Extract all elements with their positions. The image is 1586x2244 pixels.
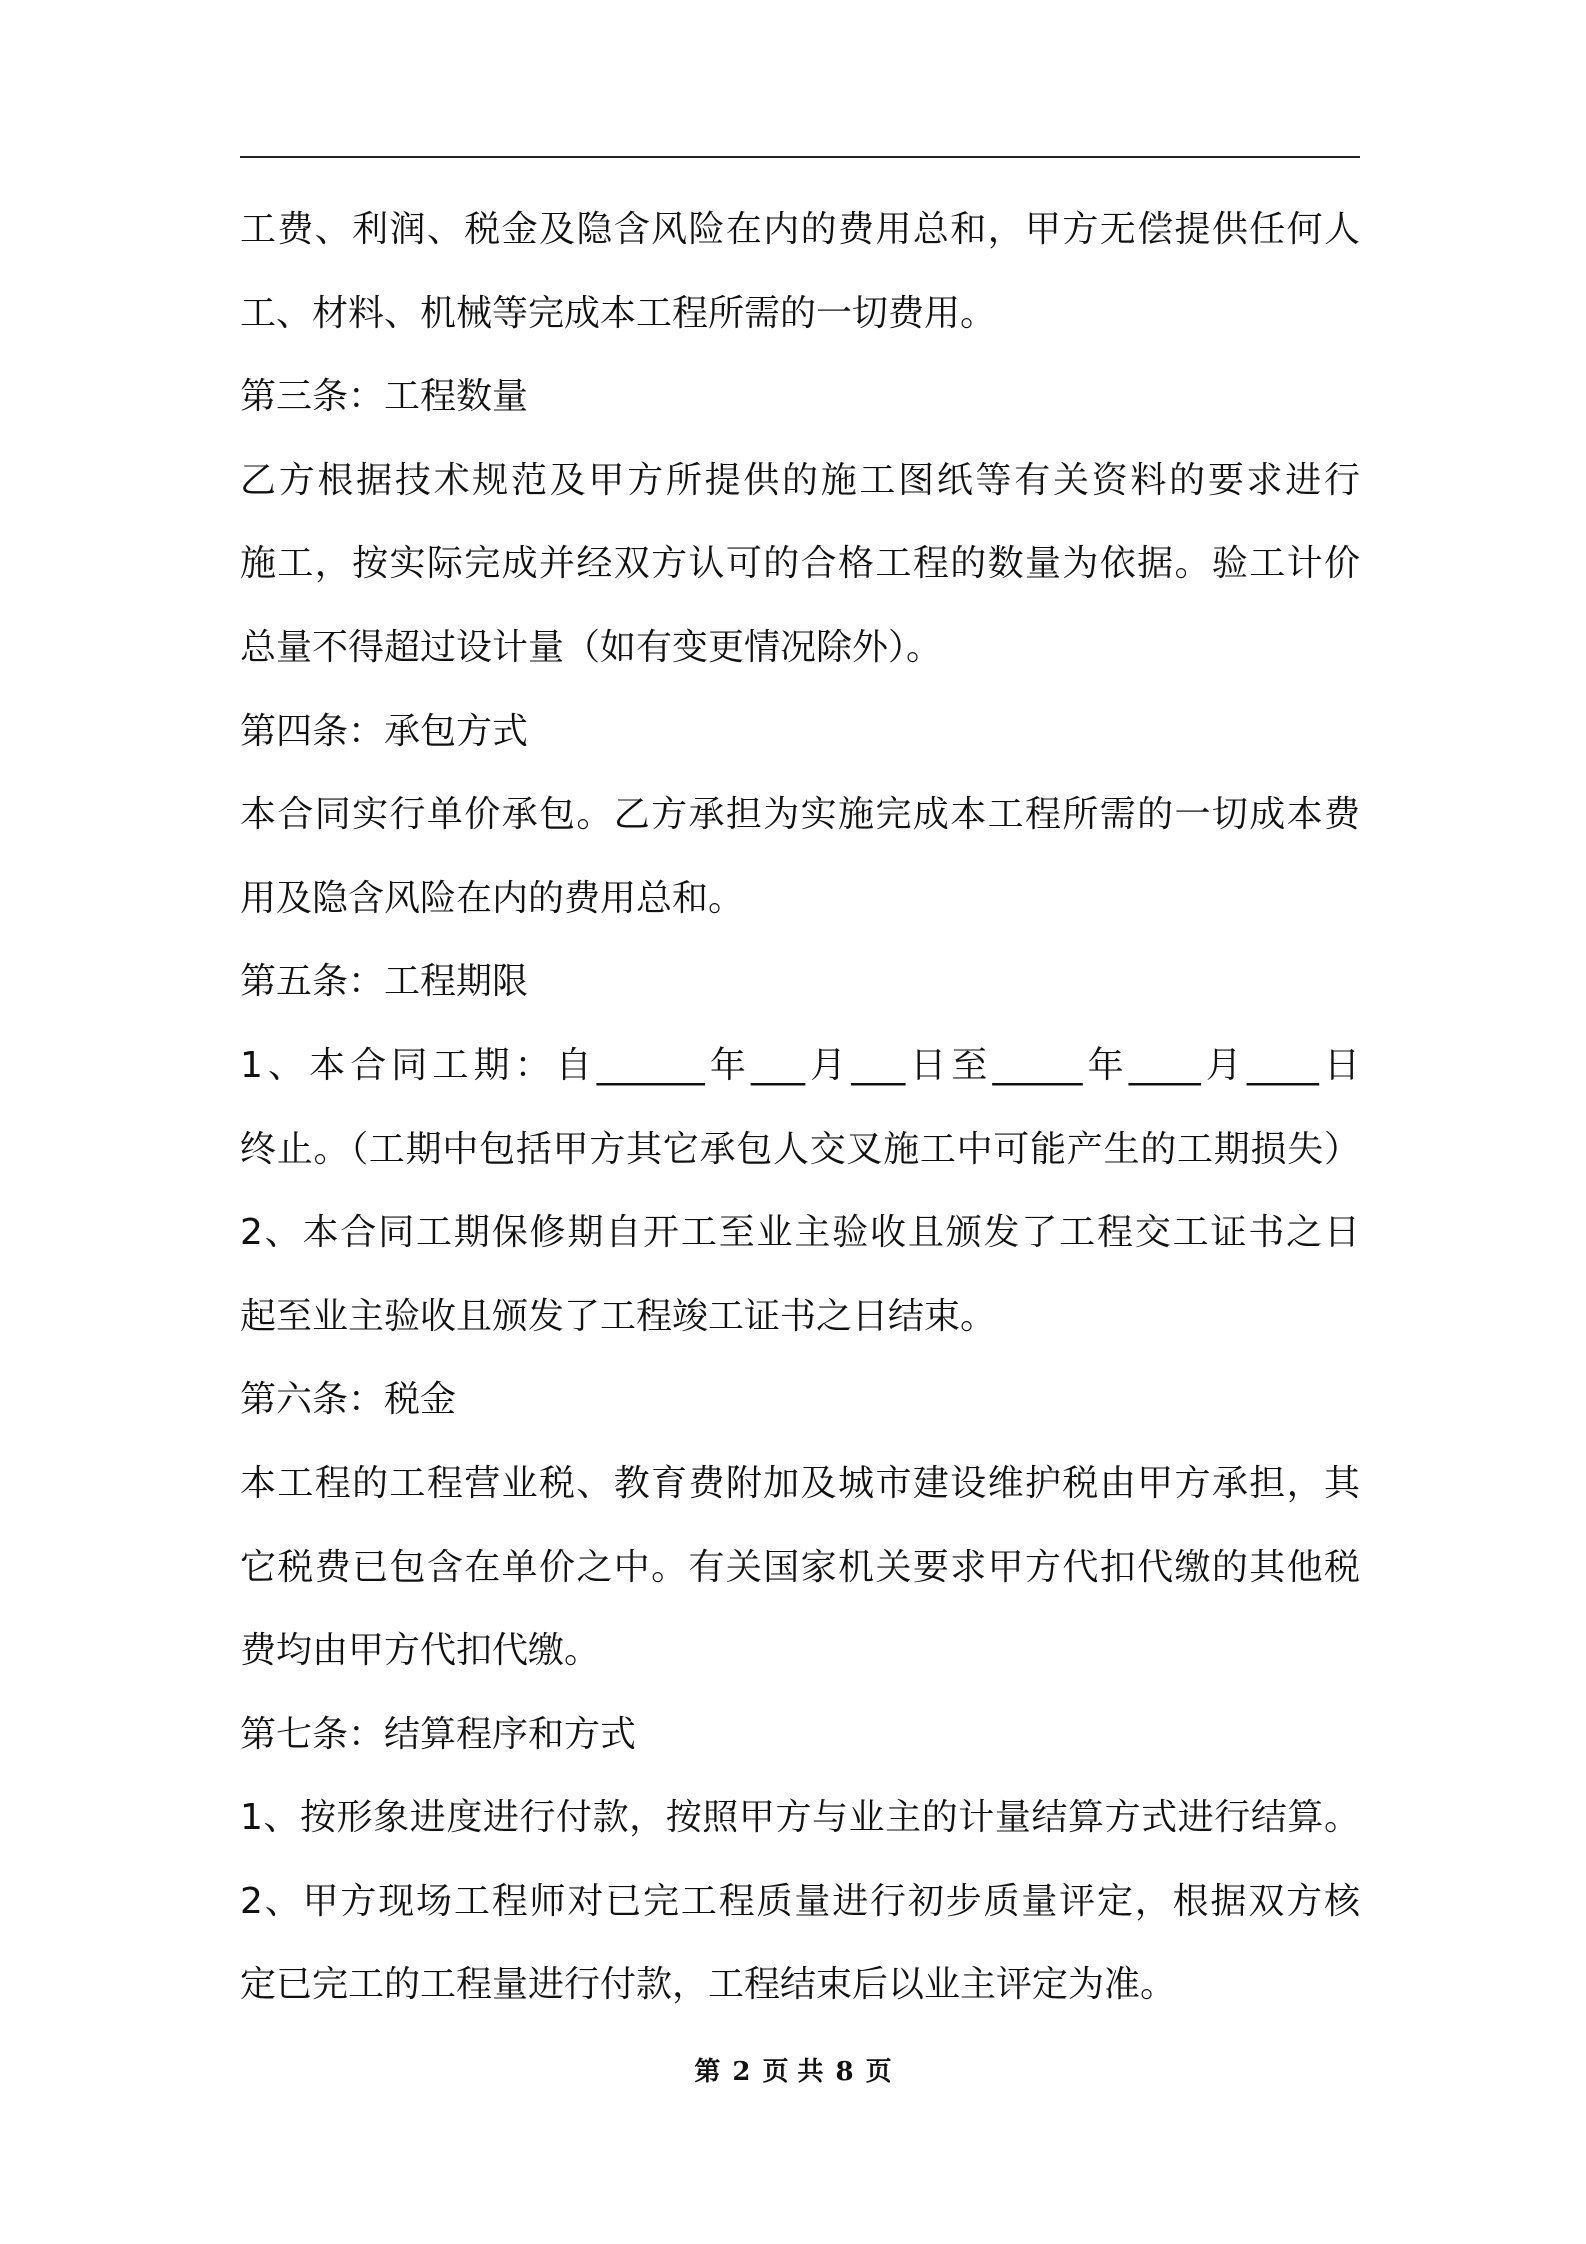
text-line: 1、按形象进度进行付款，按照甲方与业主的计量结算方式进行结算。 [240, 1797, 1360, 1839]
text-line: 1、本合同工期：自______年___月___日至_____年____月____日 [240, 1044, 1360, 1086]
text-line: 2、甲方现场工程师对已完工程质量进行初步质量评定，根据双方核 [240, 1880, 1360, 1922]
text-line: 乙方根据技术规范及甲方所提供的施工图纸等有关资料的要求进行 [240, 459, 1360, 501]
footer-prefix: 第 [694, 2057, 721, 2087]
text-line: 本工程的工程营业税、教育费附加及城市建设维护税由甲方承担，其 [240, 1462, 1360, 1504]
text-line: 费均由甲方代扣代缴。 [240, 1630, 601, 1672]
text-line: 工、材料、机械等完成本工程所需的一切费用。 [240, 292, 997, 334]
text-line: 终止。（工期中包括甲方其它承包人交叉施工中可能产生的工期损失） [240, 1128, 1360, 1170]
section-heading: 第三条：工程数量 [240, 376, 529, 418]
current-page-number: 2 [732, 2057, 751, 2087]
total-pages-number: 8 [835, 2057, 854, 2087]
section-heading: 第四条：承包方式 [240, 710, 529, 752]
footer-suffix: 页 [865, 2057, 892, 2087]
text-line: 工费、利润、税金及隐含风险在内的费用总和，甲方无偿提供任何人 [240, 209, 1360, 250]
text-line: 施工，按实际完成并经双方认可的合格工程的数量为依据。验工计价 [240, 543, 1360, 585]
footer-middle: 页 共 [762, 2057, 824, 2087]
text-line: 定已完工的工程量进行付款，工程结束后以业主评定为准。 [240, 1964, 1177, 2006]
text-line: 起至业主验收且颁发了工程竣工证书之日结束。 [240, 1295, 997, 1337]
text-line: 总量不得超过设计量（如有变更情况除外）。 [240, 626, 943, 668]
text-line: 它税费已包含在单价之中。有关国家机关要求甲方代扣代缴的其他税 [240, 1546, 1360, 1588]
section-heading: 第七条：结算程序和方式 [240, 1713, 637, 1755]
page-footer [0, 2052, 1586, 2092]
text-line: 用及隐含风险在内的费用总和。 [240, 877, 745, 919]
section-heading: 第五条：工程期限 [240, 961, 529, 1003]
header-rule [240, 156, 1360, 158]
text-line: 2、本合同工期保修期自开工至业主验收且颁发了工程交工证书之日 [240, 1212, 1360, 1254]
section-heading: 第六条：税金 [240, 1379, 457, 1421]
text-line: 本合同实行单价承包。乙方承担为实施完成本工程所需的一切成本费 [240, 794, 1360, 836]
document-body [240, 188, 1360, 2027]
